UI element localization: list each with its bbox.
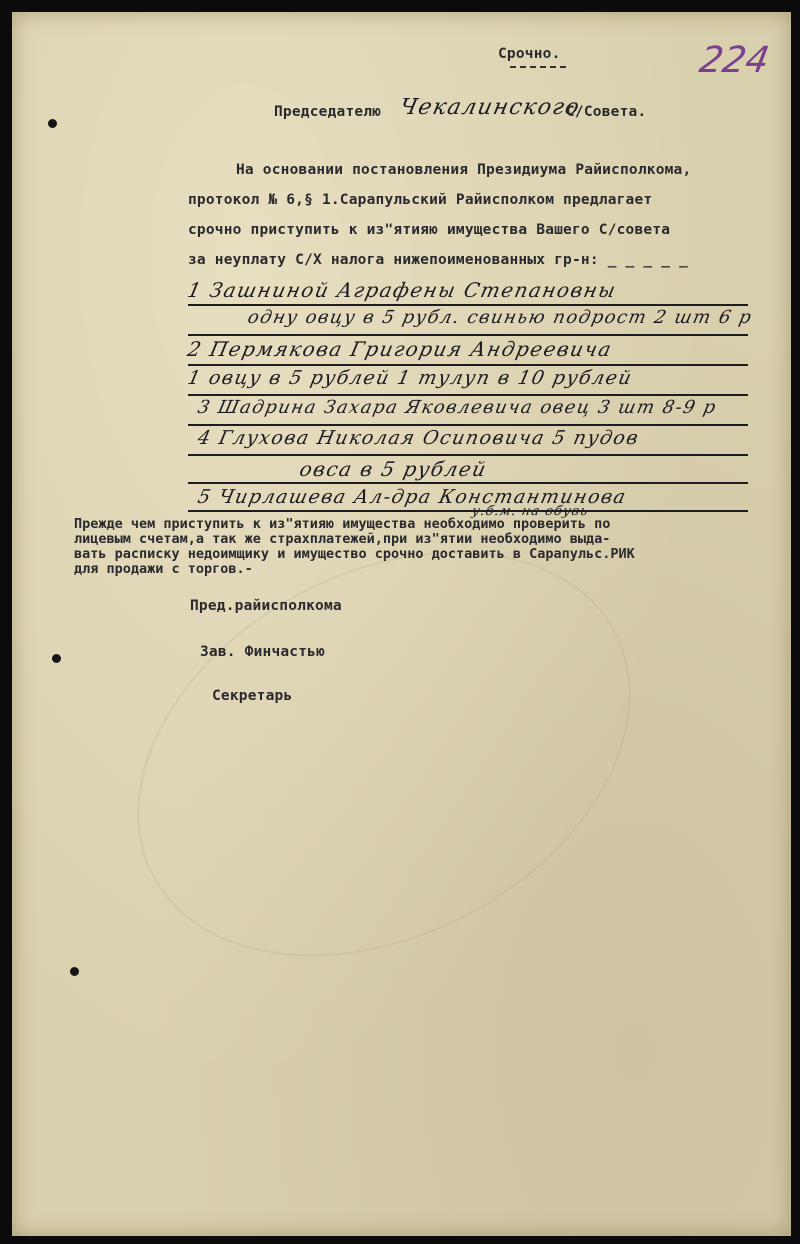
punch-hole-bottom [70, 967, 79, 976]
addressee-suffix: С/Совета. [566, 104, 647, 120]
body-line-4: за неуплату С/Х налога нижепоименованных гр-н: _ _ _ _ _ [188, 252, 689, 268]
body-line-2: протокол № 6,§ 1.Сарапульский Райисполком предлагает [188, 192, 653, 208]
list-rule-4 [188, 394, 748, 396]
list-entry-4-name: 4 Глухова Николая Осиповича 5 пудов [195, 427, 642, 449]
folio-number: 224 [696, 40, 773, 81]
signature-finance-head: Зав. Финчастью [200, 644, 326, 660]
instruction-line-3: вать расписку недоимщику и имущество срочно доставить в Сарапульс.РИК [74, 546, 635, 562]
body-line-1: На основании постановления Президиума Райисполкома, [236, 162, 692, 178]
urgent-underline [510, 66, 566, 68]
list-rule-8 [188, 510, 748, 512]
signature-chair: Пред.райисполкома [190, 598, 342, 614]
list-entry-4-items: овса в 5 рублей [297, 457, 490, 481]
addressee-prefix: Председателю [274, 104, 382, 120]
document-page [12, 12, 791, 1236]
addressee-handwritten-name: Чекалинского [397, 95, 583, 120]
punch-hole-top [48, 119, 57, 128]
signature-secretary: Секретарь [212, 688, 293, 704]
instruction-line-1: Прежде чем приступить к из"ятияю имущества необходимо проверить по [74, 516, 611, 532]
list-rule-5 [188, 424, 748, 426]
list-rule-7 [188, 482, 748, 484]
urgent-label: Срочно. [498, 46, 561, 62]
list-entry-5-name: 5 Чирлашева Ал-дра Константинова [195, 486, 629, 508]
body-line-3: срочно приступить к из"ятияю имущества Вашего С/совета [188, 222, 671, 238]
list-entry-1-name: 1 Зашниной Аграфены Степановны [185, 278, 619, 302]
instruction-line-4: для продажи с торгов.- [74, 561, 253, 577]
list-rule-3 [188, 364, 748, 366]
list-rule-6 [188, 454, 748, 456]
list-rule-2 [188, 334, 748, 336]
punch-hole-middle [52, 654, 61, 663]
list-entry-1-items: одну овцу в 5 рубл. свинью подрост 2 шт 6 р [245, 307, 755, 328]
list-entry-2-name: 2 Пермякова Григория Андреевича [185, 337, 615, 361]
instruction-line-2: лицевым счетам,а так же страхплатежей,при из"ятии необходимо выда- [74, 531, 611, 547]
list-entry-5-items: у.б.м. на обувь [470, 504, 590, 519]
list-entry-2-items: 1 овцу в 5 рублей 1 тулуп в 10 рублей [185, 367, 635, 389]
list-entry-3: 3 Шадрина Захара Яковлевича овец 3 шт 8-9 р [195, 397, 719, 418]
list-rule-1 [188, 304, 748, 306]
